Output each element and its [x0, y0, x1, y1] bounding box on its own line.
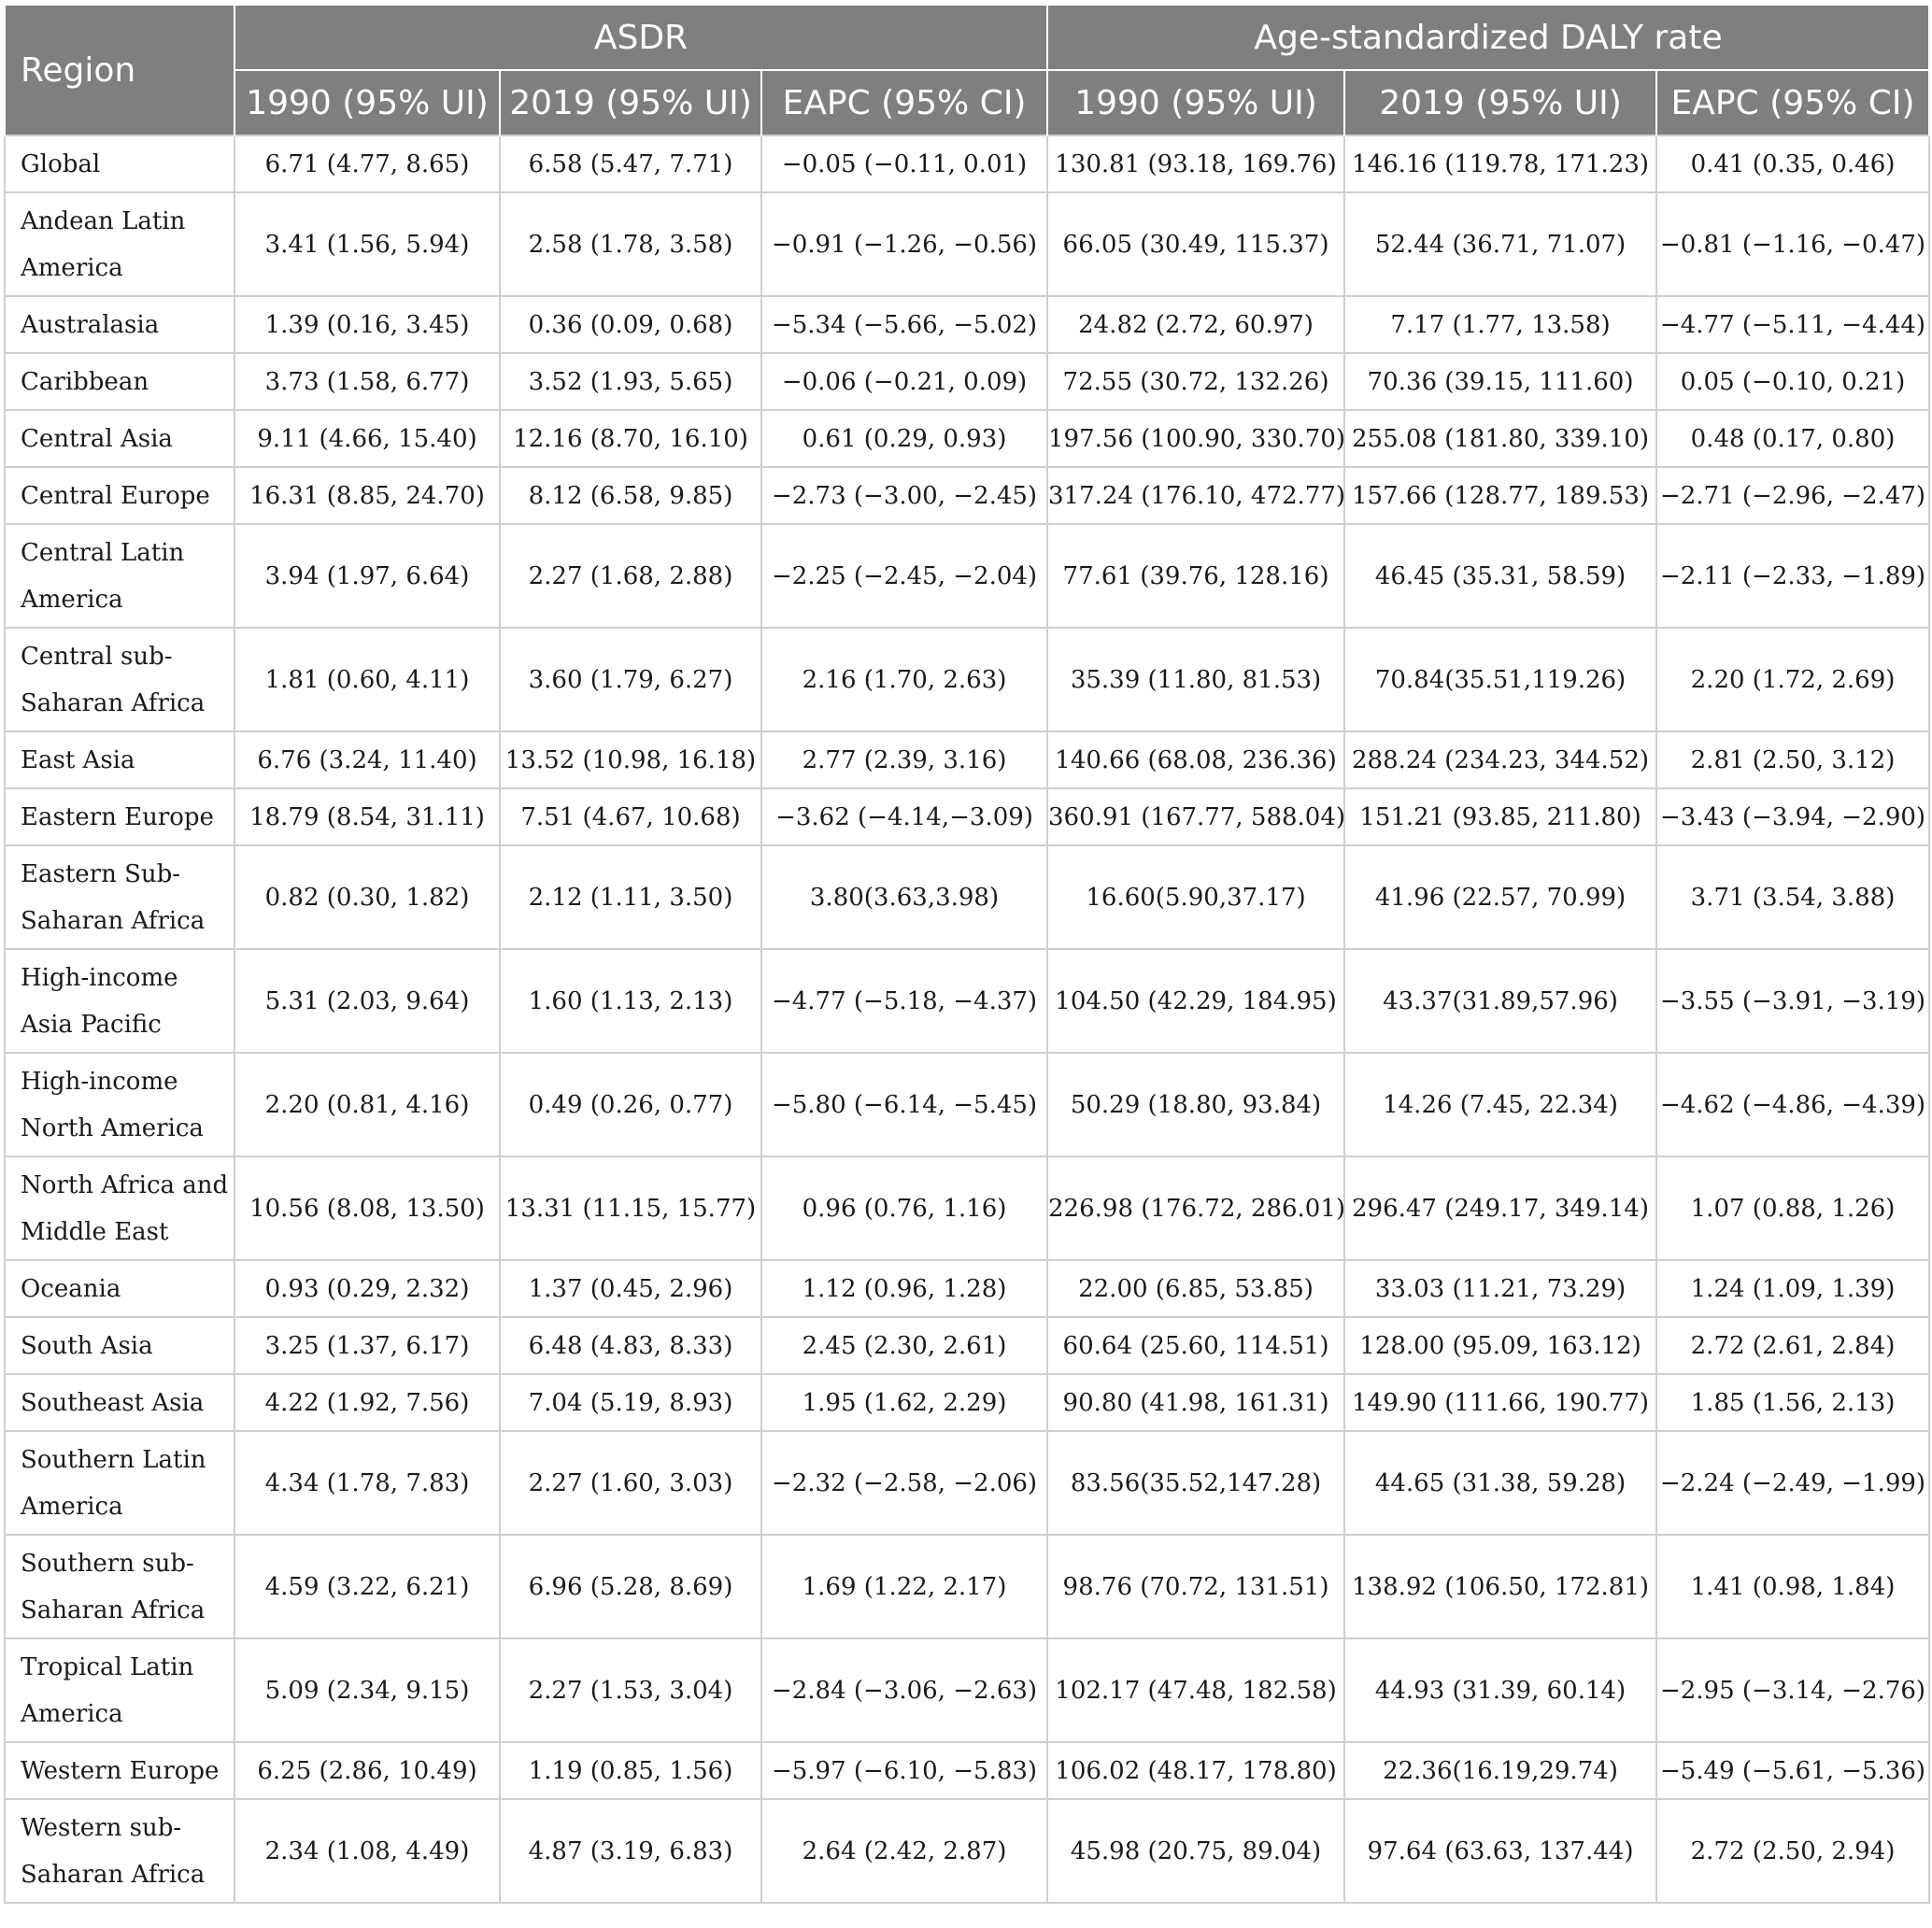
cell-asdr-eapc: −5.34 (−5.66, −5.02) [761, 296, 1047, 353]
cell-asdr-2019: 3.52 (1.93, 5.65) [500, 353, 761, 410]
cell-daly-eapc: −2.24 (−2.49, −1.99) [1656, 1431, 1929, 1535]
cell-daly-eapc: 1.85 (1.56, 2.13) [1656, 1374, 1929, 1431]
table-row [5, 788, 1929, 845]
header-group-daly: Age-standardized DALY rate [1047, 5, 1929, 70]
cell-asdr-1990: 2.20 (0.81, 4.16) [234, 1053, 500, 1156]
cell-daly-1990: 24.82 (2.72, 60.97) [1047, 296, 1344, 353]
cell-daly-2019: 43.37(31.89,57.96) [1344, 949, 1656, 1053]
cell-region: Tropical Latin America [5, 1638, 234, 1742]
cell-daly-2019: 70.36 (39.15, 111.60) [1344, 353, 1656, 410]
cell-asdr-2019: 1.60 (1.13, 2.13) [500, 949, 761, 1053]
cell-daly-1990: 140.66 (68.08, 236.36) [1047, 731, 1344, 788]
cell-asdr-1990: 3.94 (1.97, 6.64) [234, 524, 500, 628]
cell-daly-eapc: 1.07 (0.88, 1.26) [1656, 1156, 1929, 1260]
cell-daly-1990: 226.98 (176.72, 286.01) [1047, 1156, 1344, 1260]
table-body [5, 135, 1929, 1903]
cell-region: Eastern Sub-Saharan Africa [5, 845, 234, 949]
cell-asdr-2019: 1.19 (0.85, 1.56) [500, 1742, 761, 1799]
table-row [5, 1535, 1929, 1638]
cell-region: Southeast Asia [5, 1374, 234, 1431]
cell-asdr-2019: 1.37 (0.45, 2.96) [500, 1260, 761, 1317]
cell-asdr-2019: 6.96 (5.28, 8.69) [500, 1535, 761, 1638]
cell-asdr-eapc: 0.96 (0.76, 1.16) [761, 1156, 1047, 1260]
cell-daly-2019: 255.08 (181.80, 339.10) [1344, 410, 1656, 467]
cell-asdr-eapc: −5.80 (−6.14, −5.45) [761, 1053, 1047, 1156]
cell-daly-2019: 52.44 (36.71, 71.07) [1344, 192, 1656, 296]
cell-asdr-1990: 3.73 (1.58, 6.77) [234, 353, 500, 410]
table-row [5, 1431, 1929, 1535]
cell-daly-1990: 104.50 (42.29, 184.95) [1047, 949, 1344, 1053]
cell-daly-eapc: 3.71 (3.54, 3.88) [1656, 845, 1929, 949]
cell-asdr-2019: 7.04 (5.19, 8.93) [500, 1374, 761, 1431]
table-row [5, 845, 1929, 949]
cell-asdr-1990: 6.71 (4.77, 8.65) [234, 135, 500, 192]
cell-daly-2019: 33.03 (11.21, 73.29) [1344, 1260, 1656, 1317]
cell-asdr-eapc: 2.45 (2.30, 2.61) [761, 1317, 1047, 1374]
header-asdr-eapc: EAPC (95% CI) [761, 70, 1047, 135]
cell-asdr-eapc: −2.73 (−3.00, −2.45) [761, 467, 1047, 524]
cell-asdr-1990: 4.34 (1.78, 7.83) [234, 1431, 500, 1535]
cell-asdr-1990: 1.39 (0.16, 3.45) [234, 296, 500, 353]
table-row [5, 1260, 1929, 1317]
cell-asdr-eapc: −3.62 (−4.14,−3.09) [761, 788, 1047, 845]
table-row [5, 192, 1929, 296]
cell-region: Southern sub-Saharan Africa [5, 1535, 234, 1638]
cell-daly-2019: 44.93 (31.39, 60.14) [1344, 1638, 1656, 1742]
cell-asdr-eapc: −2.25 (−2.45, −2.04) [761, 524, 1047, 628]
cell-daly-2019: 151.21 (93.85, 211.80) [1344, 788, 1656, 845]
cell-region: Central Europe [5, 467, 234, 524]
cell-daly-2019: 146.16 (119.78, 171.23) [1344, 135, 1656, 192]
header-asdr-2019: 2019 (95% UI) [500, 70, 761, 135]
cell-asdr-eapc: 1.69 (1.22, 2.17) [761, 1535, 1047, 1638]
cell-daly-1990: 98.76 (70.72, 131.51) [1047, 1535, 1344, 1638]
cell-region: East Asia [5, 731, 234, 788]
table-row [5, 1638, 1929, 1742]
cell-daly-eapc: −5.49 (−5.61, −5.36) [1656, 1742, 1929, 1799]
cell-asdr-eapc: 3.80(3.63,3.98) [761, 845, 1047, 949]
cell-daly-eapc: 0.48 (0.17, 0.80) [1656, 410, 1929, 467]
cell-asdr-eapc: 2.64 (2.42, 2.87) [761, 1799, 1047, 1903]
cell-daly-2019: 44.65 (31.38, 59.28) [1344, 1431, 1656, 1535]
cell-daly-1990: 16.60(5.90,37.17) [1047, 845, 1344, 949]
cell-daly-1990: 50.29 (18.80, 93.84) [1047, 1053, 1344, 1156]
header-group-asdr: ASDR [234, 5, 1047, 70]
cell-region: Southern Latin America [5, 1431, 234, 1535]
cell-asdr-1990: 4.59 (3.22, 6.21) [234, 1535, 500, 1638]
table-row [5, 1317, 1929, 1374]
cell-region: Central sub-Saharan Africa [5, 628, 234, 731]
cell-daly-2019: 149.90 (111.66, 190.77) [1344, 1374, 1656, 1431]
cell-daly-eapc: 0.05 (−0.10, 0.21) [1656, 353, 1929, 410]
cell-asdr-2019: 6.58 (5.47, 7.71) [500, 135, 761, 192]
cell-asdr-2019: 0.49 (0.26, 0.77) [500, 1053, 761, 1156]
table-row [5, 1799, 1929, 1903]
table-row [5, 135, 1929, 192]
table-row [5, 410, 1929, 467]
cell-asdr-eapc: 1.12 (0.96, 1.28) [761, 1260, 1047, 1317]
cell-daly-eapc: 2.20 (1.72, 2.69) [1656, 628, 1929, 731]
cell-region: Western sub-Saharan Africa [5, 1799, 234, 1903]
cell-daly-eapc: 2.81 (2.50, 3.12) [1656, 731, 1929, 788]
cell-asdr-1990: 6.76 (3.24, 11.40) [234, 731, 500, 788]
cell-asdr-2019: 13.52 (10.98, 16.18) [500, 731, 761, 788]
cell-asdr-2019: 8.12 (6.58, 9.85) [500, 467, 761, 524]
cell-asdr-2019: 2.27 (1.68, 2.88) [500, 524, 761, 628]
cell-daly-2019: 7.17 (1.77, 13.58) [1344, 296, 1656, 353]
cell-region: Global [5, 135, 234, 192]
cell-daly-eapc: −3.43 (−3.94, −2.90) [1656, 788, 1929, 845]
cell-region: Central Asia [5, 410, 234, 467]
header-asdr-1990: 1990 (95% UI) [234, 70, 500, 135]
cell-asdr-2019: 4.87 (3.19, 6.83) [500, 1799, 761, 1903]
cell-daly-2019: 70.84(35.51,119.26) [1344, 628, 1656, 731]
cell-daly-2019: 14.26 (7.45, 22.34) [1344, 1053, 1656, 1156]
cell-region: Western Europe [5, 1742, 234, 1799]
data-table [4, 4, 1930, 1904]
cell-asdr-2019: 0.36 (0.09, 0.68) [500, 296, 761, 353]
cell-daly-eapc: 2.72 (2.50, 2.94) [1656, 1799, 1929, 1903]
cell-daly-1990: 360.91 (167.77, 588.04) [1047, 788, 1344, 845]
cell-daly-eapc: 1.24 (1.09, 1.39) [1656, 1260, 1929, 1317]
cell-daly-1990: 60.64 (25.60, 114.51) [1047, 1317, 1344, 1374]
cell-asdr-1990: 4.22 (1.92, 7.56) [234, 1374, 500, 1431]
cell-asdr-1990: 3.25 (1.37, 6.17) [234, 1317, 500, 1374]
cell-region: North Africa and Middle East [5, 1156, 234, 1260]
cell-asdr-eapc: 2.16 (1.70, 2.63) [761, 628, 1047, 731]
cell-region: Central Latin America [5, 524, 234, 628]
cell-asdr-2019: 12.16 (8.70, 16.10) [500, 410, 761, 467]
header-daly-1990: 1990 (95% UI) [1047, 70, 1344, 135]
cell-asdr-eapc: −0.91 (−1.26, −0.56) [761, 192, 1047, 296]
header-daly-2019: 2019 (95% UI) [1344, 70, 1656, 135]
cell-daly-1990: 77.61 (39.76, 128.16) [1047, 524, 1344, 628]
table-row [5, 1156, 1929, 1260]
cell-daly-1990: 45.98 (20.75, 89.04) [1047, 1799, 1344, 1903]
cell-asdr-eapc: 0.61 (0.29, 0.93) [761, 410, 1047, 467]
cell-asdr-eapc: −2.84 (−3.06, −2.63) [761, 1638, 1047, 1742]
cell-asdr-eapc: −0.06 (−0.21, 0.09) [761, 353, 1047, 410]
cell-asdr-2019: 3.60 (1.79, 6.27) [500, 628, 761, 731]
cell-daly-eapc: −2.95 (−3.14, −2.76) [1656, 1638, 1929, 1742]
cell-asdr-1990: 16.31 (8.85, 24.70) [234, 467, 500, 524]
header-region: Region [5, 5, 234, 135]
cell-daly-eapc: −2.71 (−2.96, −2.47) [1656, 467, 1929, 524]
table-row [5, 1053, 1929, 1156]
cell-asdr-1990: 2.34 (1.08, 4.49) [234, 1799, 500, 1903]
table-row [5, 467, 1929, 524]
cell-daly-1990: 102.17 (47.48, 182.58) [1047, 1638, 1344, 1742]
cell-region: Eastern Europe [5, 788, 234, 845]
cell-asdr-2019: 13.31 (11.15, 15.77) [500, 1156, 761, 1260]
cell-asdr-2019: 7.51 (4.67, 10.68) [500, 788, 761, 845]
cell-asdr-eapc: −2.32 (−2.58, −2.06) [761, 1431, 1047, 1535]
cell-daly-2019: 41.96 (22.57, 70.99) [1344, 845, 1656, 949]
cell-asdr-2019: 2.58 (1.78, 3.58) [500, 192, 761, 296]
cell-daly-1990: 83.56(35.52,147.28) [1047, 1431, 1344, 1535]
cell-region: Andean Latin America [5, 192, 234, 296]
cell-asdr-1990: 3.41 (1.56, 5.94) [234, 192, 500, 296]
cell-asdr-1990: 18.79 (8.54, 31.11) [234, 788, 500, 845]
cell-asdr-2019: 6.48 (4.83, 8.33) [500, 1317, 761, 1374]
table-row [5, 628, 1929, 731]
cell-region: High-income Asia Pacific [5, 949, 234, 1053]
cell-asdr-eapc: 2.77 (2.39, 3.16) [761, 731, 1047, 788]
cell-asdr-1990: 0.82 (0.30, 1.82) [234, 845, 500, 949]
cell-daly-2019: 138.92 (106.50, 172.81) [1344, 1535, 1656, 1638]
table-row [5, 731, 1929, 788]
cell-asdr-1990: 1.81 (0.60, 4.11) [234, 628, 500, 731]
cell-daly-eapc: 1.41 (0.98, 1.84) [1656, 1535, 1929, 1638]
cell-asdr-1990: 9.11 (4.66, 15.40) [234, 410, 500, 467]
cell-daly-1990: 66.05 (30.49, 115.37) [1047, 192, 1344, 296]
cell-daly-1990: 317.24 (176.10, 472.77) [1047, 467, 1344, 524]
table-row [5, 524, 1929, 628]
cell-region: Caribbean [5, 353, 234, 410]
cell-daly-1990: 106.02 (48.17, 178.80) [1047, 1742, 1344, 1799]
cell-daly-2019: 288.24 (234.23, 344.52) [1344, 731, 1656, 788]
cell-asdr-eapc: −4.77 (−5.18, −4.37) [761, 949, 1047, 1053]
cell-daly-eapc: 0.41 (0.35, 0.46) [1656, 135, 1929, 192]
cell-daly-eapc: −0.81 (−1.16, −0.47) [1656, 192, 1929, 296]
cell-daly-eapc: −4.77 (−5.11, −4.44) [1656, 296, 1929, 353]
cell-asdr-2019: 2.27 (1.60, 3.03) [500, 1431, 761, 1535]
header-daly-eapc: EAPC (95% CI) [1656, 70, 1929, 135]
cell-daly-2019: 97.64 (63.63, 137.44) [1344, 1799, 1656, 1903]
cell-daly-2019: 157.66 (128.77, 189.53) [1344, 467, 1656, 524]
cell-region: High-income North America [5, 1053, 234, 1156]
cell-asdr-1990: 0.93 (0.29, 2.32) [234, 1260, 500, 1317]
table-row [5, 1374, 1929, 1431]
cell-asdr-1990: 6.25 (2.86, 10.49) [234, 1742, 500, 1799]
cell-daly-1990: 22.00 (6.85, 53.85) [1047, 1260, 1344, 1317]
cell-daly-1990: 72.55 (30.72, 132.26) [1047, 353, 1344, 410]
cell-asdr-1990: 5.09 (2.34, 9.15) [234, 1638, 500, 1742]
cell-daly-eapc: 2.72 (2.61, 2.84) [1656, 1317, 1929, 1374]
cell-region: South Asia [5, 1317, 234, 1374]
cell-asdr-1990: 10.56 (8.08, 13.50) [234, 1156, 500, 1260]
cell-asdr-eapc: −5.97 (−6.10, −5.83) [761, 1742, 1047, 1799]
cell-daly-1990: 197.56 (100.90, 330.70) [1047, 410, 1344, 467]
cell-daly-eapc: −4.62 (−4.86, −4.39) [1656, 1053, 1929, 1156]
cell-asdr-2019: 2.27 (1.53, 3.04) [500, 1638, 761, 1742]
cell-region: Oceania [5, 1260, 234, 1317]
cell-asdr-1990: 5.31 (2.03, 9.64) [234, 949, 500, 1053]
cell-daly-2019: 46.45 (35.31, 58.59) [1344, 524, 1656, 628]
cell-daly-2019: 22.36(16.19,29.74) [1344, 1742, 1656, 1799]
cell-daly-eapc: −2.11 (−2.33, −1.89) [1656, 524, 1929, 628]
cell-asdr-eapc: 1.95 (1.62, 2.29) [761, 1374, 1047, 1431]
cell-daly-2019: 296.47 (249.17, 349.14) [1344, 1156, 1656, 1260]
cell-region: Australasia [5, 296, 234, 353]
table-header [5, 5, 1929, 135]
cell-daly-1990: 90.80 (41.98, 161.31) [1047, 1374, 1344, 1431]
cell-daly-2019: 128.00 (95.09, 163.12) [1344, 1317, 1656, 1374]
table-row [5, 296, 1929, 353]
cell-daly-1990: 35.39 (11.80, 81.53) [1047, 628, 1344, 731]
cell-asdr-2019: 2.12 (1.11, 3.50) [500, 845, 761, 949]
cell-daly-eapc: −3.55 (−3.91, −3.19) [1656, 949, 1929, 1053]
table-row [5, 1742, 1929, 1799]
table-row [5, 353, 1929, 410]
cell-daly-1990: 130.81 (93.18, 169.76) [1047, 135, 1344, 192]
table-row [5, 949, 1929, 1053]
cell-asdr-eapc: −0.05 (−0.11, 0.01) [761, 135, 1047, 192]
